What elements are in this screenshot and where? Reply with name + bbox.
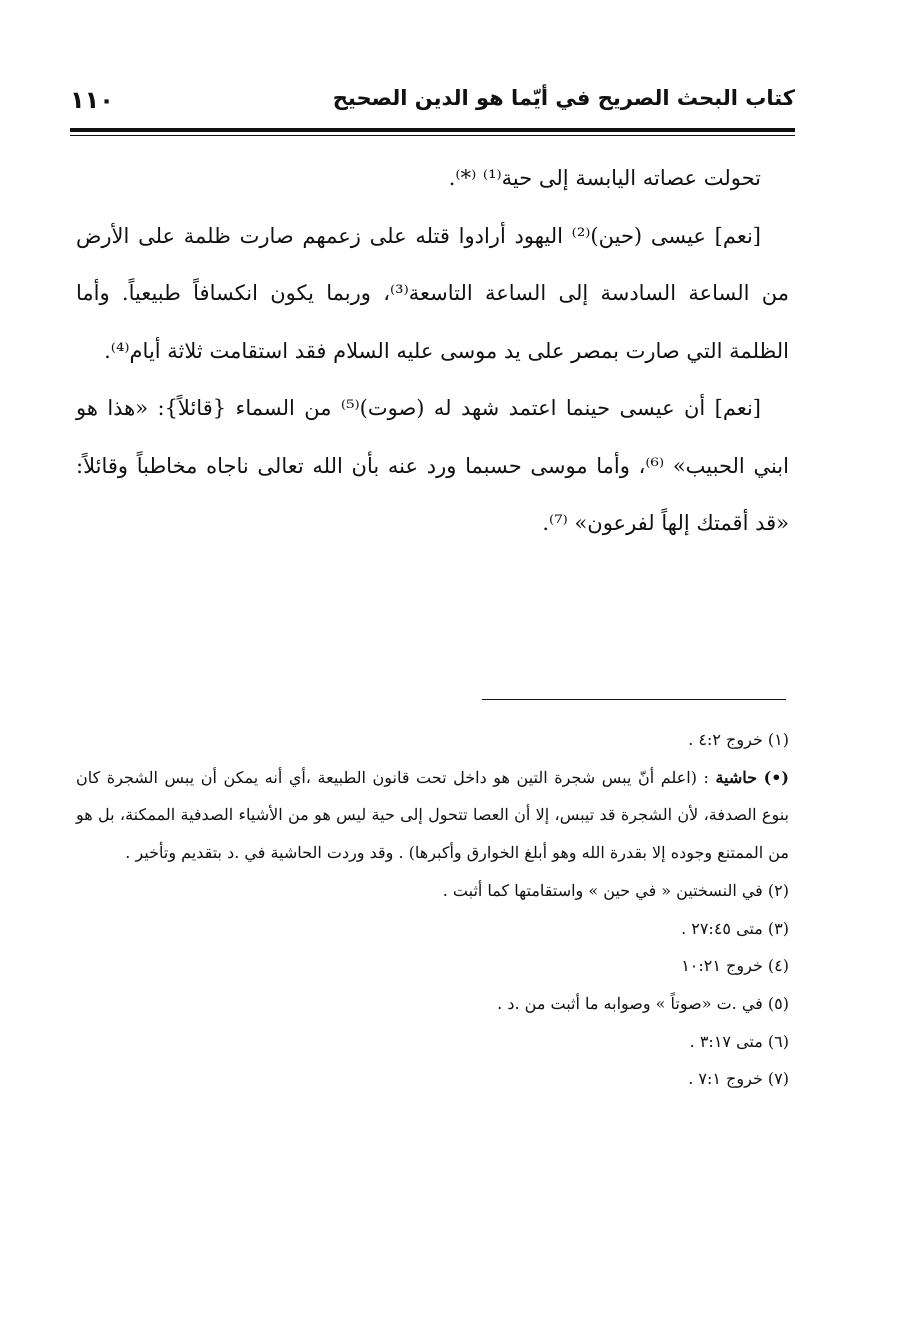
footnote-1: (١) خروج ٤:٢ . xyxy=(688,730,789,749)
paragraph-1: تحولت عصاته اليابسة إلى حية⁽¹⁾ ⁽*⁾. xyxy=(448,166,761,190)
footnote-2: (٢) في النسختين « في حين » واستقامتها كما أثبت . xyxy=(442,880,789,900)
page-header xyxy=(70,82,795,124)
paragraph-2: [نعم] عيسى (حين)⁽²⁾ اليهود أرادوا قتله على زعمهم صارت ظلمة على الأرض من الساعة السادسة إلى الساعة التاسعة⁽³⁾، وربما يكون انكسافاً طبيعياً. وأما الظلمة التي صارت بمصر على يد موسى عليه السلام فقد استقامت ثلاثة أيام⁽⁴⁾. xyxy=(76,223,790,363)
header-rule-thin xyxy=(70,135,795,136)
footnotes xyxy=(76,721,789,1098)
footnote-5: (٥) في .ت «صوتاً » وصوابه ما أثبت من .د . xyxy=(497,993,789,1013)
footnote-7: (٧) خروج ٧:١ . xyxy=(688,1069,789,1089)
footnote-6: (٦) متى ٣:١٧ . xyxy=(689,1031,789,1051)
hashiya-text: : (اعلم أنّ يبس شجرة التين هو داخل تحت قانون الطبيعة ،أي أنه يمكن أن يبس الشجرة كان بنوع الصدفة، لأن الشجرة قد تيبس، إلا أن العصا تتحول إلى حية ليس هو من الأشياء الصدفية الممكنة، بل هو من الممتنع وجوده إلا بقدرة الله وهو أبلغ الخوارق وأكبرها) . وقد وردت الحاشية في .د بتقديم وتأخير . xyxy=(76,767,789,863)
page-number: ١١٠ xyxy=(70,86,114,114)
paragraph-3: [نعم] أن عيسى حينما اعتمد شهد له (صوت)⁽⁵⁾ من السماء {قائلاً}: «هذا هو ابني الحبيب» ⁽⁶⁾، وأما موسى حسبما ورد عنه بأن الله تعالى ناجاه مخاطباً وقائلاً: «قد أقمتك إلهاً لفرعون» ⁽⁷⁾. xyxy=(76,396,789,535)
hashiya-marker: (•) xyxy=(763,767,789,787)
footnote-separator xyxy=(482,699,786,700)
header-rule-thick xyxy=(70,128,795,132)
hashiya-label: حاشية xyxy=(715,767,758,787)
footnote-3: (٣) متى ٢٧:٤٥ . xyxy=(681,918,789,938)
running-title: كتاب البحث الصريح في أيّما هو الدين الصحيح xyxy=(332,86,795,110)
footnote-hashiya xyxy=(76,759,789,872)
footnote-4: (٤) خروج ١٠:٢١ xyxy=(681,956,789,976)
main-text xyxy=(76,150,789,553)
